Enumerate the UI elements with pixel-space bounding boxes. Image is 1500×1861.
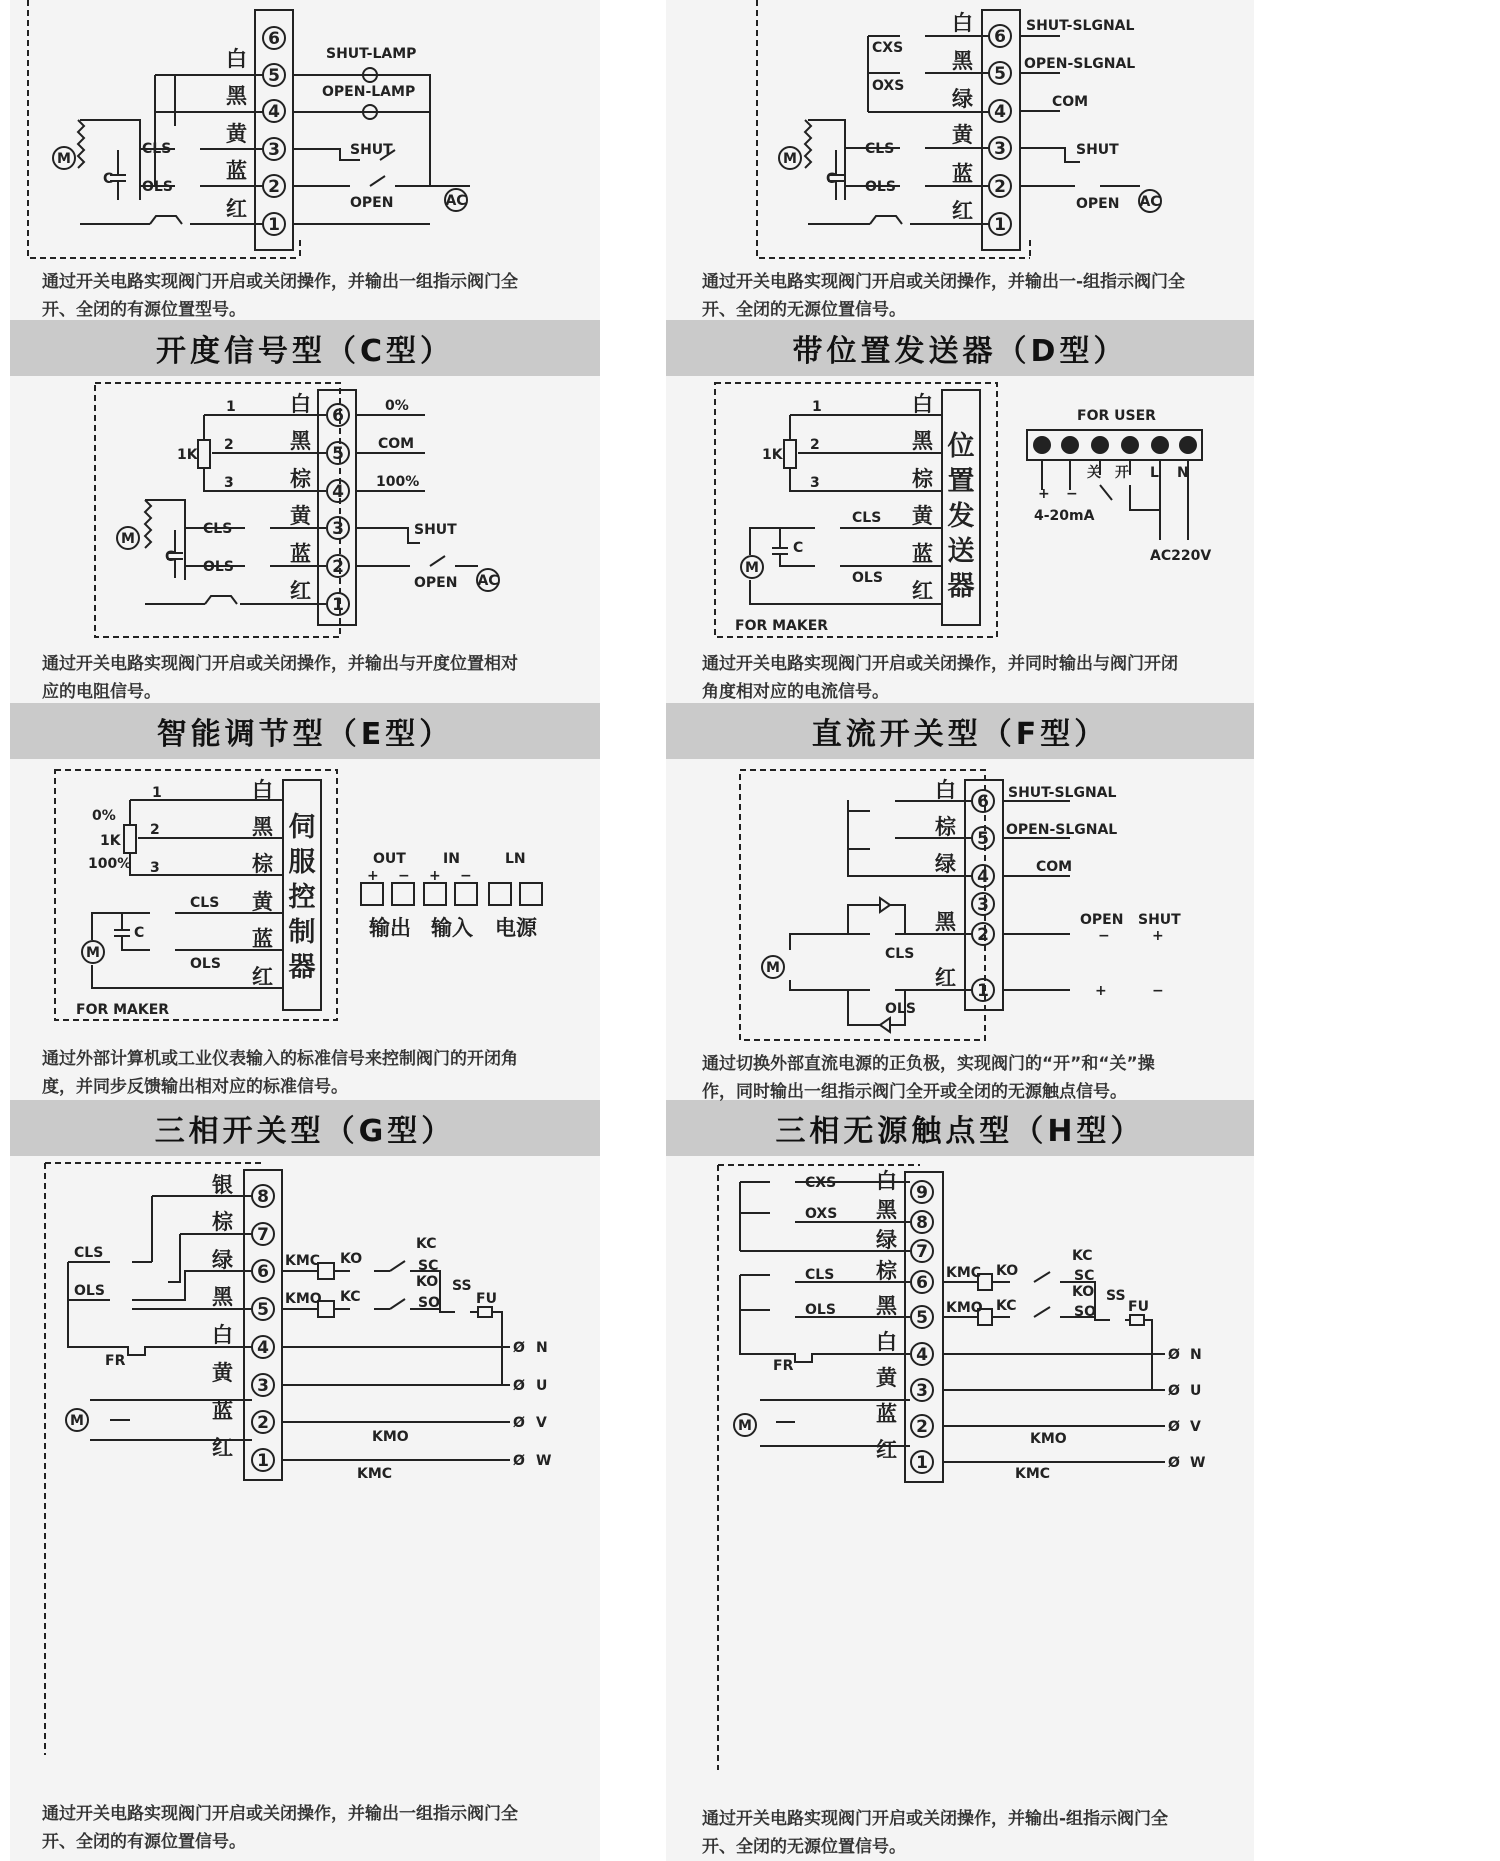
svg-text:M: M [121,531,135,547]
svg-text:CXS: CXS [805,1175,837,1191]
svg-text:伺: 伺 [288,812,316,843]
desc-e: 通过外部计算机或工业仪表输入的标准信号来控制阀门的开闭角 度，并同步反馈输出相对应的标准信号。 [42,1049,518,1097]
svg-text:白: 白 [935,778,956,802]
svg-text:红: 红 [912,579,933,603]
diagram-b [757,0,1161,258]
svg-text:SC: SC [418,1258,439,1274]
svg-text:3: 3 [224,475,234,491]
svg-text:KMO: KMO [1030,1431,1067,1447]
svg-text:+: + [367,868,379,884]
svg-text:−: − [1098,928,1110,944]
svg-text:KMC: KMC [946,1265,982,1281]
svg-text:6: 6 [916,1273,928,1293]
svg-text:2: 2 [994,177,1006,197]
svg-text:5: 5 [994,64,1006,84]
svg-text:+: + [1152,928,1164,944]
svg-text:AC220V: AC220V [1150,548,1212,564]
svg-text:3: 3 [994,139,1006,159]
svg-text:C: C [826,171,837,187]
svg-text:SHUT: SHUT [414,522,457,538]
svg-text:3: 3 [332,519,344,539]
svg-text:黄: 黄 [912,504,933,528]
diagram-f [740,770,1181,1040]
svg-text:2: 2 [150,822,160,838]
section-title-g: 三相开关型（G型） [10,1100,600,1156]
svg-text:SHUT-SLGNAL: SHUT-SLGNAL [1026,18,1135,34]
svg-text:KO: KO [340,1251,363,1267]
svg-text:SHUT-SLGNAL: SHUT-SLGNAL [1008,785,1117,801]
svg-text:1: 1 [226,399,236,415]
svg-text:M: M [745,560,759,576]
svg-text:黑: 黑 [290,429,311,453]
svg-text:OXS: OXS [805,1206,838,1222]
svg-text:送: 送 [947,536,975,567]
svg-text:白: 白 [290,392,311,416]
svg-text:白: 白 [876,1169,897,1193]
svg-text:FR: FR [105,1353,126,1369]
shut-label: SHUT [350,142,393,158]
svg-text:红: 红 [290,579,311,603]
svg-text:SC: SC [1074,1268,1095,1284]
svg-text:黑: 黑 [912,429,933,453]
svg-text:CLS: CLS [805,1267,835,1283]
svg-text:6: 6 [977,792,989,812]
svg-text:1K: 1K [762,447,783,463]
svg-text:7: 7 [916,1242,928,1262]
svg-text:1K: 1K [100,833,121,849]
svg-text:2: 2 [257,1413,269,1433]
svg-text:KMO: KMO [946,1300,983,1316]
svg-text:FU: FU [1128,1299,1149,1315]
svg-text:蓝: 蓝 [290,542,311,566]
controller-terminals [361,883,542,905]
svg-text:黑: 黑 [876,1198,897,1222]
section-title-f: 直流开关型（F型） [666,703,1254,759]
svg-text:银: 银 [212,1173,233,1197]
svg-text:黄: 黄 [290,504,311,528]
svg-text:OLS: OLS [74,1283,105,1299]
svg-text:绿: 绿 [935,852,956,876]
svg-text:CLS: CLS [203,521,233,537]
svg-text:蓝: 蓝 [952,162,973,186]
svg-text:Ø: Ø [1168,1347,1180,1363]
svg-text:OLS: OLS [805,1302,836,1318]
svg-text:OLS: OLS [865,179,896,195]
svg-text:OPEN: OPEN [414,575,458,591]
svg-text:KO: KO [416,1274,439,1290]
potentiometer-icon [198,440,210,468]
svg-text:CLS: CLS [852,510,882,526]
terminal-4: 4 [268,102,280,122]
svg-text:蓝: 蓝 [212,1399,233,1423]
svg-text:M: M [783,151,797,167]
shut-lamp-label: SHUT-LAMP [326,46,417,62]
svg-text:7: 7 [257,1225,269,1245]
svg-text:5: 5 [332,444,344,464]
svg-text:M: M [57,151,71,167]
svg-text:黄: 黄 [876,1366,897,1390]
svg-text:制: 制 [288,917,316,948]
svg-text:COM: COM [1036,859,1073,875]
svg-text:Ø: Ø [513,1340,525,1356]
wire-blue: 蓝 [226,159,247,183]
svg-text:2: 2 [224,437,234,453]
svg-text:LN: LN [505,851,526,867]
svg-text:M: M [738,1418,752,1434]
svg-text:棕: 棕 [876,1259,897,1283]
svg-text:C: C [134,925,145,941]
svg-text:L: L [1150,465,1159,481]
svg-text:1: 1 [994,215,1006,235]
svg-text:黄: 黄 [252,890,273,914]
desc-d: 通过开关电路实现阀门开启或关闭操作，并同时输出与阀门开闭 角度相对应的电流信号。 [702,654,1178,702]
svg-text:FU: FU [476,1291,497,1307]
svg-text:+: + [429,868,441,884]
svg-text:蓝: 蓝 [252,927,273,951]
svg-text:+: + [1095,983,1107,999]
section-title-d: 带位置发送器（D型） [666,320,1254,376]
svg-text:−: − [1152,983,1164,999]
svg-text:100%: 100% [88,856,132,872]
svg-text:OPEN-SLGNAL: OPEN-SLGNAL [1006,822,1118,838]
svg-text:W: W [1190,1455,1206,1471]
pot-1k-label: 1K [177,447,198,463]
svg-text:输出: 输出 [369,916,411,940]
svg-text:OLS: OLS [203,559,234,575]
svg-text:1: 1 [977,981,989,1001]
svg-text:9: 9 [916,1183,928,1203]
desc-c: 通过开关电路实现阀门开启或关闭操作，并输出与开度位置相对 应的电阻信号。 [42,654,518,702]
svg-text:2: 2 [977,925,989,945]
desc-g: 通过开关电路实现阀门开启或关闭操作，并输出一组指示阀门全 开、全闭的有源位置信号。 [42,1804,518,1852]
svg-text:N: N [536,1340,548,1356]
svg-text:绿: 绿 [212,1248,233,1272]
svg-text:蓝: 蓝 [876,1402,897,1426]
svg-text:6: 6 [332,406,344,426]
svg-text:M: M [86,945,100,961]
svg-text:4: 4 [977,867,989,887]
svg-text:绿: 绿 [952,87,973,111]
svg-text:4: 4 [332,482,344,502]
svg-text:CLS: CLS [885,946,915,962]
svg-text:棕: 棕 [935,815,956,839]
svg-text:5: 5 [257,1300,269,1320]
cxs-label: CXS [872,40,904,56]
svg-text:棕: 棕 [252,852,273,876]
svg-text:100%: 100% [376,474,420,490]
for-user-label: FOR USER [1077,408,1156,424]
svg-text:红: 红 [212,1436,233,1460]
svg-text:OUT: OUT [373,851,406,867]
terminal-2: 2 [268,177,280,197]
svg-text:6: 6 [994,27,1006,47]
wire-red: 红 [226,197,247,221]
svg-text:OLS: OLS [190,956,221,972]
svg-text:C: C [165,549,176,565]
svg-text:1: 1 [257,1451,269,1471]
svg-text:白: 白 [876,1330,897,1354]
svg-text:SS: SS [452,1278,472,1294]
svg-text:OLS: OLS [852,570,883,586]
svg-text:KC: KC [996,1298,1017,1314]
svg-text:OLS: OLS [885,1001,916,1017]
svg-text:黑: 黑 [212,1285,233,1309]
svg-text:V: V [1190,1419,1201,1435]
svg-text:1: 1 [332,595,344,615]
svg-text:C: C [793,540,804,556]
terminal-6: 6 [268,29,280,49]
terminal-1: 1 [268,215,280,235]
svg-text:SHUT: SHUT [1138,912,1181,928]
svg-text:OPEN-SLGNAL: OPEN-SLGNAL [1024,56,1136,72]
svg-text:4: 4 [257,1338,269,1358]
svg-text:红: 红 [876,1438,897,1462]
svg-text:U: U [1190,1383,1202,1399]
svg-text:关: 关 [1087,465,1101,481]
svg-text:3: 3 [257,1376,269,1396]
svg-text:置: 置 [947,466,975,497]
svg-text:棕: 棕 [290,467,311,491]
svg-text:U: U [536,1378,548,1394]
svg-text:KO: KO [996,1263,1019,1279]
svg-text:红: 红 [935,966,956,990]
svg-text:CLS: CLS [190,895,220,911]
svg-text:SO: SO [1074,1304,1096,1320]
svg-text:2: 2 [916,1417,928,1437]
open-label: OPEN [350,195,394,211]
desc-b: 通过开关电路实现阀门开启或关闭操作，并输出一-组指示阀门全 开、全闭的无源位置信号。 [702,272,1186,320]
desc-f: 通过切换外部直流电源的正负极，实现阀门的“开”和“关”操 作，同时输出一组指示阀门全开或全闭的无源触点信号。 [702,1054,1155,1102]
svg-text:1: 1 [152,785,162,801]
svg-text:3: 3 [150,860,160,876]
svg-text:+: + [1038,486,1050,502]
svg-text:KC: KC [340,1289,361,1305]
svg-text:输入: 输入 [431,916,473,940]
svg-text:4-20mA: 4-20mA [1034,508,1095,524]
svg-text:Ø: Ø [513,1378,525,1394]
svg-text:3: 3 [916,1381,928,1401]
terminals-a [263,27,285,235]
terminal-3: 3 [268,140,280,160]
svg-text:OPEN: OPEN [1076,196,1120,212]
svg-text:棕: 棕 [912,467,933,491]
svg-text:N: N [1177,465,1189,481]
svg-text:SS: SS [1106,1288,1126,1304]
svg-text:白: 白 [212,1323,233,1347]
svg-text:0%: 0% [92,808,116,824]
svg-text:器: 器 [947,571,975,602]
svg-text:N: N [1190,1347,1202,1363]
wire-black: 黑 [226,84,247,108]
svg-text:开: 开 [1115,465,1129,481]
svg-text:M: M [70,1413,84,1429]
svg-text:SHUT: SHUT [1076,142,1119,158]
svg-text:FOR MAKER: FOR MAKER [76,1002,170,1018]
svg-text:控: 控 [288,882,316,913]
svg-text:发: 发 [947,501,975,532]
svg-text:W: W [536,1453,552,1469]
svg-text:AC: AC [1139,194,1161,210]
svg-text:黑: 黑 [935,910,956,934]
svg-text:KC: KC [416,1236,437,1252]
section-title-h: 三相无源触点型（H型） [666,1100,1254,1156]
svg-text:OPEN: OPEN [1080,912,1124,928]
desc-a: 通过开关电路实现阀门开启或关闭操作，并输出一组指示阀门全 开、全闭的有源位置型号。 [42,272,518,320]
ols-label: OLS [142,179,173,195]
svg-text:COM: COM [1052,94,1089,110]
oxs-label: OXS [872,78,905,94]
svg-text:V: V [536,1415,547,1431]
diagram-g [45,1163,551,1755]
svg-text:COM: COM [378,436,415,452]
svg-text:4: 4 [916,1345,928,1365]
svg-text:SO: SO [418,1295,440,1311]
section-title-c: 开度信号型（C型） [10,320,600,376]
svg-text:IN: IN [443,851,460,867]
desc-h: 通过开关电路实现阀门开启或关闭操作，并输出-组指示阀门全 开、全闭的无源位置信号。 [702,1809,1169,1857]
svg-text:棕: 棕 [212,1210,233,1234]
svg-text:Ø: Ø [1168,1419,1180,1435]
svg-text:−: − [1066,486,1078,502]
svg-text:白: 白 [252,778,273,802]
svg-text:−: − [460,868,472,884]
svg-text:电源: 电源 [495,916,537,940]
svg-text:0%: 0% [385,398,409,414]
wire-white: 白 [226,47,247,71]
capacitor-label: C [103,171,114,187]
svg-text:4: 4 [994,102,1006,122]
svg-text:8: 8 [916,1213,928,1233]
svg-text:黑: 黑 [876,1294,897,1318]
svg-text:KMO: KMO [285,1291,322,1307]
svg-text:KMO: KMO [372,1429,409,1445]
svg-text:KO: KO [1072,1284,1095,1300]
diagram-h [718,1165,1205,1770]
svg-text:8: 8 [257,1187,269,1207]
svg-text:黑: 黑 [252,815,273,839]
svg-text:1: 1 [812,399,822,415]
svg-text:Ø: Ø [1168,1383,1180,1399]
svg-text:黄: 黄 [212,1361,233,1385]
svg-text:CLS: CLS [74,1245,104,1261]
svg-text:白: 白 [912,392,933,416]
svg-text:白: 白 [952,11,973,35]
terminal-5: 5 [268,66,280,86]
svg-text:−: − [398,868,410,884]
svg-text:FOR MAKER: FOR MAKER [735,618,829,634]
diagram-e [55,770,542,1020]
svg-text:KMC: KMC [285,1253,321,1269]
svg-text:FR: FR [773,1358,794,1374]
svg-text:器: 器 [288,952,316,983]
open-lamp-label: OPEN-LAMP [322,84,416,100]
svg-text:2: 2 [332,557,344,577]
svg-text:5: 5 [916,1308,928,1328]
svg-text:黑: 黑 [952,49,973,73]
svg-text:3: 3 [810,475,820,491]
svg-text:Ø: Ø [513,1415,525,1431]
svg-text:3: 3 [977,895,989,915]
cls-label: CLS [142,141,172,157]
svg-text:蓝: 蓝 [912,542,933,566]
svg-text:KC: KC [1072,1248,1093,1264]
svg-text:CLS: CLS [865,141,895,157]
svg-text:服: 服 [288,847,316,878]
svg-text:红: 红 [952,199,973,223]
svg-text:2: 2 [810,437,820,453]
diagram-c [95,383,499,637]
svg-text:绿: 绿 [876,1228,897,1252]
svg-text:Ø: Ø [1168,1455,1180,1471]
svg-text:6: 6 [257,1262,269,1282]
svg-text:黄: 黄 [952,123,973,147]
svg-text:Ø: Ø [513,1453,525,1469]
svg-text:KMC: KMC [1015,1466,1051,1482]
svg-text:AC: AC [477,573,499,589]
svg-text:KMC: KMC [357,1466,393,1482]
svg-text:位: 位 [947,431,975,462]
diagram-a [28,0,470,258]
section-title-e: 智能调节型（E型） [10,703,600,759]
user-terminal-block [1027,430,1202,460]
svg-text:M: M [766,960,780,976]
wire-yellow: 黄 [226,122,247,146]
svg-text:5: 5 [977,829,989,849]
terminals-b [989,25,1011,235]
svg-text:AC: AC [445,193,467,209]
svg-text:1: 1 [916,1453,928,1473]
diagram-d [715,383,1211,637]
svg-text:红: 红 [252,965,273,989]
